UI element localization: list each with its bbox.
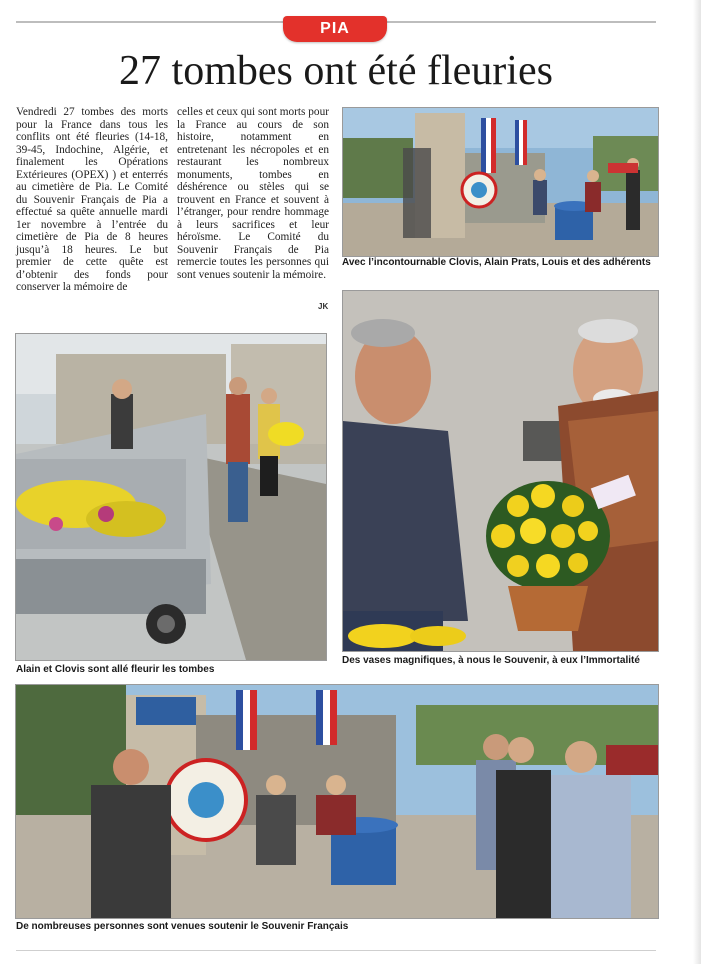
photo-crowd-stand bbox=[15, 684, 659, 919]
article-column-1 bbox=[16, 106, 168, 294]
page-edge-shadow bbox=[693, 0, 701, 964]
caption-photo-4: De nombreuses personnes sont venues soutenir le Souvenir Français bbox=[16, 921, 349, 932]
photo-men-with-flowers bbox=[342, 290, 659, 652]
article-text-1: Vendredi 27 tombes des morts pour la France dans tous les conflits ont été fleuries (14-18, 39-45, Indochine, Algérie, et finalement les Opérations Extérieures (OPEX) ) et enterrés au cimetière de Pia. Le Comité du Souvenir Français de Pia a effectué sa quête annuelle mardi 1er novembre à l’entrée du cimetière de Pia de 8 heures jusqu’à 18 heures. Le but premier de cette quête est d’obtenir des fonds pour conserver la mémoire de bbox=[16, 106, 168, 293]
headline: 27 tombes ont été fleuries bbox=[119, 48, 553, 94]
photo-trailer-flowers bbox=[15, 333, 327, 661]
article-column-2 bbox=[177, 106, 329, 281]
footer-rule bbox=[16, 950, 656, 951]
photo-memorial-gate bbox=[342, 107, 659, 257]
author-signature: JK bbox=[318, 302, 329, 311]
caption-photo-1: Avec l’incontournable Clovis, Alain Prats, Louis et des adhérents bbox=[342, 257, 651, 268]
article-text-2: celles et ceux qui sont morts pour la France au cours de son histoire, notamment en entretenant les nécropoles et en restaurant les nombreux monuments, tombes en déshérence ou stèles qui se trouvent en France et souvent à l’étranger, pour rendre hommage à leurs sacrifices et leur héroïsme. Le Comité du Souvenir Français de Pia remercie toutes les personnes qui sont venues soutenir la mémoire. bbox=[177, 106, 329, 281]
caption-photo-2: Alain et Clovis sont allé fleurir les tombes bbox=[16, 664, 215, 675]
section-tab: PIA bbox=[283, 16, 387, 42]
caption-photo-3: Des vases magnifiques, à nous le Souvenir, à eux l’Immortalité bbox=[342, 655, 640, 666]
